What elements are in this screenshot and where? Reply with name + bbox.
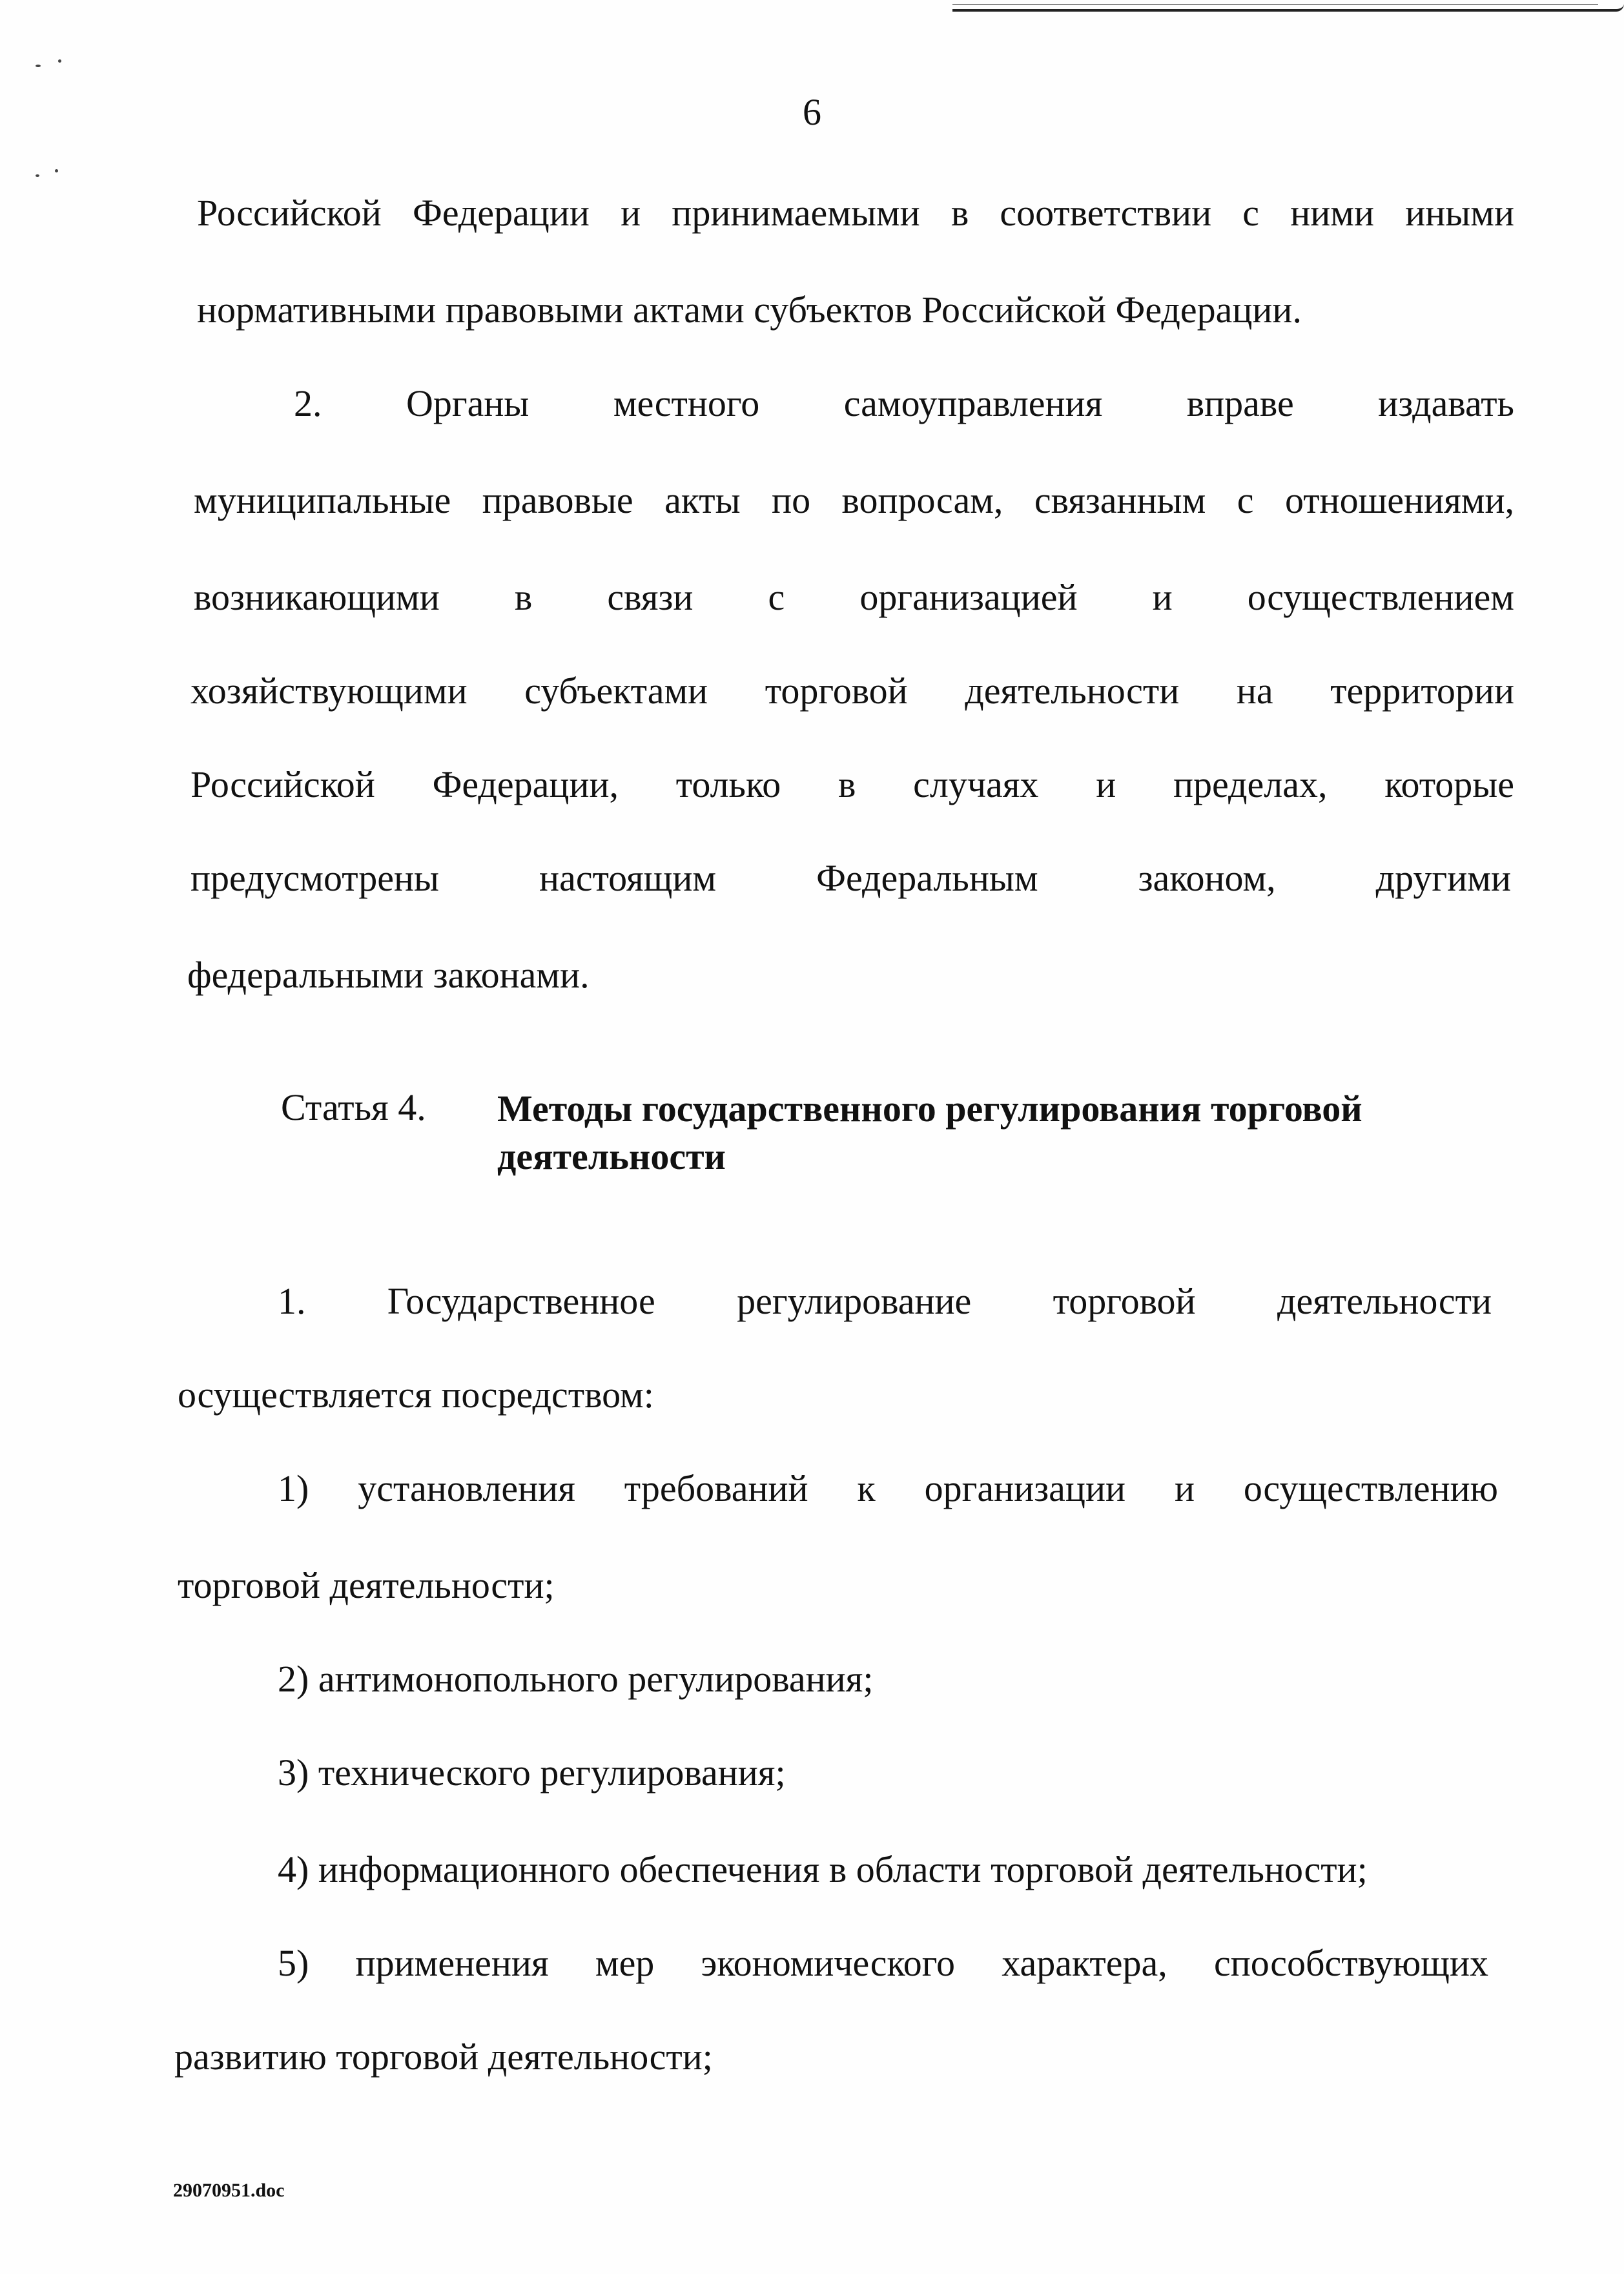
paragraph-line: Российской Федерации, только в случаях и пределах, которые (190, 763, 1514, 805)
scan-speck (36, 174, 39, 177)
paragraph-line: муниципальные правовые акты по вопросам, связанным с отношениями, (194, 479, 1514, 521)
scan-speck (58, 59, 61, 63)
article-body-line: 5) применения мер экономического характера, способствующих (278, 1942, 1488, 1984)
paragraph-line: хозяйствующими субъектами торговой деятельности на территории (190, 670, 1514, 712)
page-number: 6 (803, 91, 821, 133)
scan-artifact-thin-line (952, 4, 1598, 5)
article-body-line: 1. Государственное регулирование торговой деятельности (278, 1280, 1492, 1322)
article-body-line: 3) технического регулирования; (278, 1752, 786, 1793)
scan-speck (36, 65, 41, 67)
scan-artifact-line (952, 0, 1624, 12)
footer-filename: 29070951.doc (173, 2180, 285, 2201)
paragraph-line: федеральными законами. (187, 954, 590, 996)
article-body-line: осуществляется посредством: (178, 1374, 654, 1416)
paragraph-line: нормативными правовыми актами субъектов Российской Федерации. (197, 289, 1302, 331)
article-label: Статья 4. (281, 1086, 426, 1128)
article-body-line: развитию торговой деятельности; (174, 2036, 713, 2078)
scan-speck (55, 169, 58, 172)
article-body-line: 1) установления требований к организации и осуществлению (278, 1467, 1498, 1509)
article-body-line: 2) антимонопольного регулирования; (278, 1658, 874, 1700)
article-body-line: 4) информационного обеспечения в области торговой деятельности; (278, 1848, 1368, 1890)
article-title: Методы государственного регулирования торговой деятельности (497, 1088, 1362, 1177)
paragraph-line: предусмотрены настоящим Федеральным законом, другими (190, 857, 1511, 899)
paragraph-line: возникающими в связи с организацией и осуществлением (194, 576, 1514, 618)
paragraph-line: 2. Органы местного самоуправления вправе издавать (294, 382, 1514, 424)
paragraph-line: Российской Федерации и принимаемыми в соответствии с ними иными (197, 192, 1514, 234)
article-body-line: торговой деятельности; (178, 1564, 555, 1606)
